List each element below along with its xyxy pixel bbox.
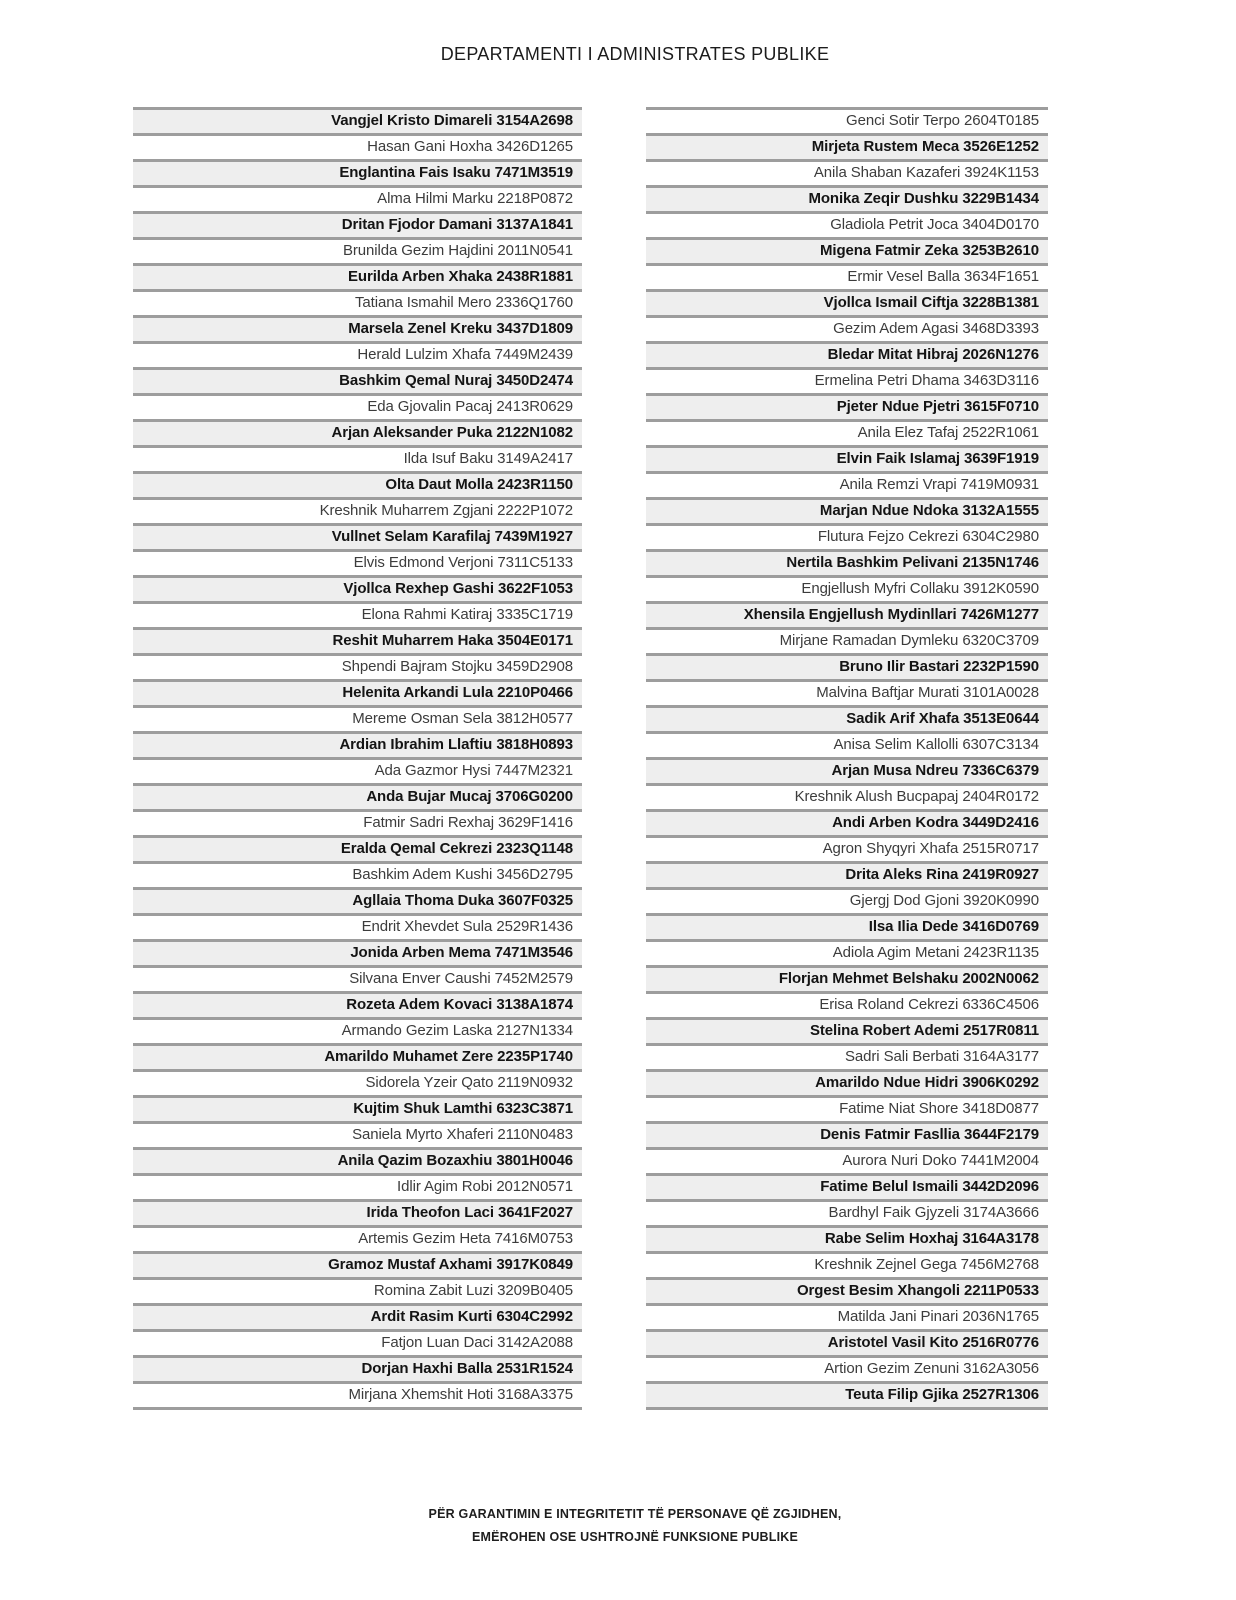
table-row: Anila Qazim Bozaxhiu 3801H0046	[133, 1147, 582, 1173]
table-row: Bashkim Qemal Nuraj 3450D2474	[133, 367, 582, 393]
table-row: Matilda Jani Pinari 2036N1765	[646, 1303, 1048, 1329]
table-row: Arjan Aleksander Puka 2122N1082	[133, 419, 582, 445]
table-row: Mirjana Xhemshit Hoti 3168A3375	[133, 1381, 582, 1407]
table-row: Elvis Edmond Verjoni 7311C5133	[133, 549, 582, 575]
name-table	[133, 107, 1048, 1410]
table-row: Orgest Besim Xhangoli 2211P0533	[646, 1277, 1048, 1303]
table-row: Kreshnik Muharrem Zgjani 2222P1072	[133, 497, 582, 523]
table-row: Eda Gjovalin Pacaj 2413R0629	[133, 393, 582, 419]
table-row: Amarildo Muhamet Zere 2235P1740	[133, 1043, 582, 1069]
table-row: Agllaia Thoma Duka 3607F0325	[133, 887, 582, 913]
footer-note-line-1: PËR GARANTIMIN E INTEGRITETIT TË PERSONAVE QË ZGJIDHEN,	[428, 1507, 842, 1521]
table-row: Denis Fatmir Fasllia 3644F2179	[646, 1121, 1048, 1147]
table-row: Artemis Gezim Heta 7416M0753	[133, 1225, 582, 1251]
table-row: Vullnet Selam Karafilaj 7439M1927	[133, 523, 582, 549]
table-row: Ardit Rasim Kurti 6304C2992	[133, 1303, 582, 1329]
table-row: Helenita Arkandi Lula 2210P0466	[133, 679, 582, 705]
table-row: Jonida Arben Mema 7471M3546	[133, 939, 582, 965]
table-row: Elona Rahmi Katiraj 3335C1719	[133, 601, 582, 627]
table-row: Anila Remzi Vrapi 7419M0931	[646, 471, 1048, 497]
page-title: DEPARTAMENTI I ADMINISTRATES PUBLIKE	[440, 44, 830, 64]
name-table-right-column	[646, 107, 1048, 1410]
table-row: Amarildo Ndue Hidri 3906K0292	[646, 1069, 1048, 1095]
table-row: Anila Shaban Kazaferi 3924K1153	[646, 159, 1048, 185]
table-row: Eralda Qemal Cekrezi 2323Q1148	[133, 835, 582, 861]
table-row: Fatjon Luan Daci 3142A2088	[133, 1329, 582, 1355]
footer-note-line-2: EMËROHEN OSE USHTROJNË FUNKSIONE PUBLIKE	[471, 1530, 799, 1544]
table-row: Teuta Filip Gjika 2527R1306	[646, 1381, 1048, 1407]
footer-note	[0, 1503, 1236, 1549]
table-row: Gjergj Dod Gjoni 3920K0990	[646, 887, 1048, 913]
table-row: Olta Daut Molla 2423R1150	[133, 471, 582, 497]
table-row: Irida Theofon Laci 3641F2027	[133, 1199, 582, 1225]
table-row: Silvana Enver Caushi 7452M2579	[133, 965, 582, 991]
table-row: Nertila Bashkim Pelivani 2135N1746	[646, 549, 1048, 575]
table-row: Eurilda Arben Xhaka 2438R1881	[133, 263, 582, 289]
table-row: Idlir Agim Robi 2012N0571	[133, 1173, 582, 1199]
table-row: Bardhyl Faik Gjyzeli 3174A3666	[646, 1199, 1048, 1225]
table-row: Brunilda Gezim Hajdini 2011N0541	[133, 237, 582, 263]
table-row: Mereme Osman Sela 3812H0577	[133, 705, 582, 731]
table-row: Mirjane Ramadan Dymleku 6320C3709	[646, 627, 1048, 653]
table-row: Ada Gazmor Hysi 7447M2321	[133, 757, 582, 783]
table-row: Engjellush Myfri Collaku 3912K0590	[646, 575, 1048, 601]
table-row: Mirjeta Rustem Meca 3526E1252	[646, 133, 1048, 159]
table-row: Gramoz Mustaf Axhami 3917K0849	[133, 1251, 582, 1277]
table-row: Ilda Isuf Baku 3149A2417	[133, 445, 582, 471]
table-row: Xhensila Engjellush Mydinllari 7426M1277	[646, 601, 1048, 627]
table-row: Drita Aleks Rina 2419R0927	[646, 861, 1048, 887]
table-row: Andi Arben Kodra 3449D2416	[646, 809, 1048, 835]
table-row: Saniela Myrto Xhaferi 2110N0483	[133, 1121, 582, 1147]
table-row: Ilsa Ilia Dede 3416D0769	[646, 913, 1048, 939]
table-row: Agron Shyqyri Xhafa 2515R0717	[646, 835, 1048, 861]
table-row: Adiola Agim Metani 2423R1135	[646, 939, 1048, 965]
table-row: Pjeter Ndue Pjetri 3615F0710	[646, 393, 1048, 419]
table-row: Elvin Faik Islamaj 3639F1919	[646, 445, 1048, 471]
table-row: Sadri Sali Berbati 3164A3177	[646, 1043, 1048, 1069]
table-row: Fatmir Sadri Rexhaj 3629F1416	[133, 809, 582, 835]
table-row: Bashkim Adem Kushi 3456D2795	[133, 861, 582, 887]
table-row: Dorjan Haxhi Balla 2531R1524	[133, 1355, 582, 1381]
table-row: Romina Zabit Luzi 3209B0405	[133, 1277, 582, 1303]
table-row: Vangjel Kristo Dimareli 3154A2698	[133, 107, 582, 133]
table-row: Florjan Mehmet Belshaku 2002N0062	[646, 965, 1048, 991]
table-row: Englantina Fais Isaku 7471M3519	[133, 159, 582, 185]
table-row: Flutura Fejzo Cekrezi 6304C2980	[646, 523, 1048, 549]
table-row: Kreshnik Zejnel Gega 7456M2768	[646, 1251, 1048, 1277]
table-row: Kujtim Shuk Lamthi 6323C3871	[133, 1095, 582, 1121]
table-row: Migena Fatmir Zeka 3253B2610	[646, 237, 1048, 263]
table-row: Reshit Muharrem Haka 3504E0171	[133, 627, 582, 653]
table-row: Genci Sotir Terpo 2604T0185	[646, 107, 1048, 133]
table-row: Rabe Selim Hoxhaj 3164A3178	[646, 1225, 1048, 1251]
table-row: Bledar Mitat Hibraj 2026N1276	[646, 341, 1048, 367]
table-row: Anila Elez Tafaj 2522R1061	[646, 419, 1048, 445]
table-row: Aristotel Vasil Kito 2516R0776	[646, 1329, 1048, 1355]
table-row: Armando Gezim Laska 2127N1334	[133, 1017, 582, 1043]
table-row: Shpendi Bajram Stojku 3459D2908	[133, 653, 582, 679]
table-row: Tatiana Ismahil Mero 2336Q1760	[133, 289, 582, 315]
table-row: Hasan Gani Hoxha 3426D1265	[133, 133, 582, 159]
table-row: Arjan Musa Ndreu 7336C6379	[646, 757, 1048, 783]
table-row: Vjollca Ismail Ciftja 3228B1381	[646, 289, 1048, 315]
table-row: Fatime Niat Shore 3418D0877	[646, 1095, 1048, 1121]
table-row: Ermelina Petri Dhama 3463D3116	[646, 367, 1048, 393]
table-row: Vjollca Rexhep Gashi 3622F1053	[133, 575, 582, 601]
table-row: Kreshnik Alush Bucpapaj 2404R0172	[646, 783, 1048, 809]
table-row: Aurora Nuri Doko 7441M2004	[646, 1147, 1048, 1173]
table-row: Gladiola Petrit Joca 3404D0170	[646, 211, 1048, 237]
table-row: Ermir Vesel Balla 3634F1651	[646, 263, 1048, 289]
table-row: Anisa Selim Kallolli 6307C3134	[646, 731, 1048, 757]
table-row: Endrit Xhevdet Sula 2529R1436	[133, 913, 582, 939]
table-row: Rozeta Adem Kovaci 3138A1874	[133, 991, 582, 1017]
table-row: Malvina Baftjar Murati 3101A0028	[646, 679, 1048, 705]
table-row: Sadik Arif Xhafa 3513E0644	[646, 705, 1048, 731]
table-row: Fatime Belul Ismaili 3442D2096	[646, 1173, 1048, 1199]
table-row: Marjan Ndue Ndoka 3132A1555	[646, 497, 1048, 523]
table-row: Artion Gezim Zenuni 3162A3056	[646, 1355, 1048, 1381]
table-row: Gezim Adem Agasi 3468D3393	[646, 315, 1048, 341]
table-row: Monika Zeqir Dushku 3229B1434	[646, 185, 1048, 211]
table-row: Alma Hilmi Marku 2218P0872	[133, 185, 582, 211]
table-row: Bruno Ilir Bastari 2232P1590	[646, 653, 1048, 679]
name-table-left-column	[133, 107, 582, 1410]
table-row: Stelina Robert Ademi 2517R0811	[646, 1017, 1048, 1043]
table-row: Sidorela Yzeir Qato 2119N0932	[133, 1069, 582, 1095]
table-row: Marsela Zenel Kreku 3437D1809	[133, 315, 582, 341]
table-row: Dritan Fjodor Damani 3137A1841	[133, 211, 582, 237]
table-row: Erisa Roland Cekrezi 6336C4506	[646, 991, 1048, 1017]
table-row: Anda Bujar Mucaj 3706G0200	[133, 783, 582, 809]
table-row: Herald Lulzim Xhafa 7449M2439	[133, 341, 582, 367]
table-row: Ardian Ibrahim Llaftiu 3818H0893	[133, 731, 582, 757]
